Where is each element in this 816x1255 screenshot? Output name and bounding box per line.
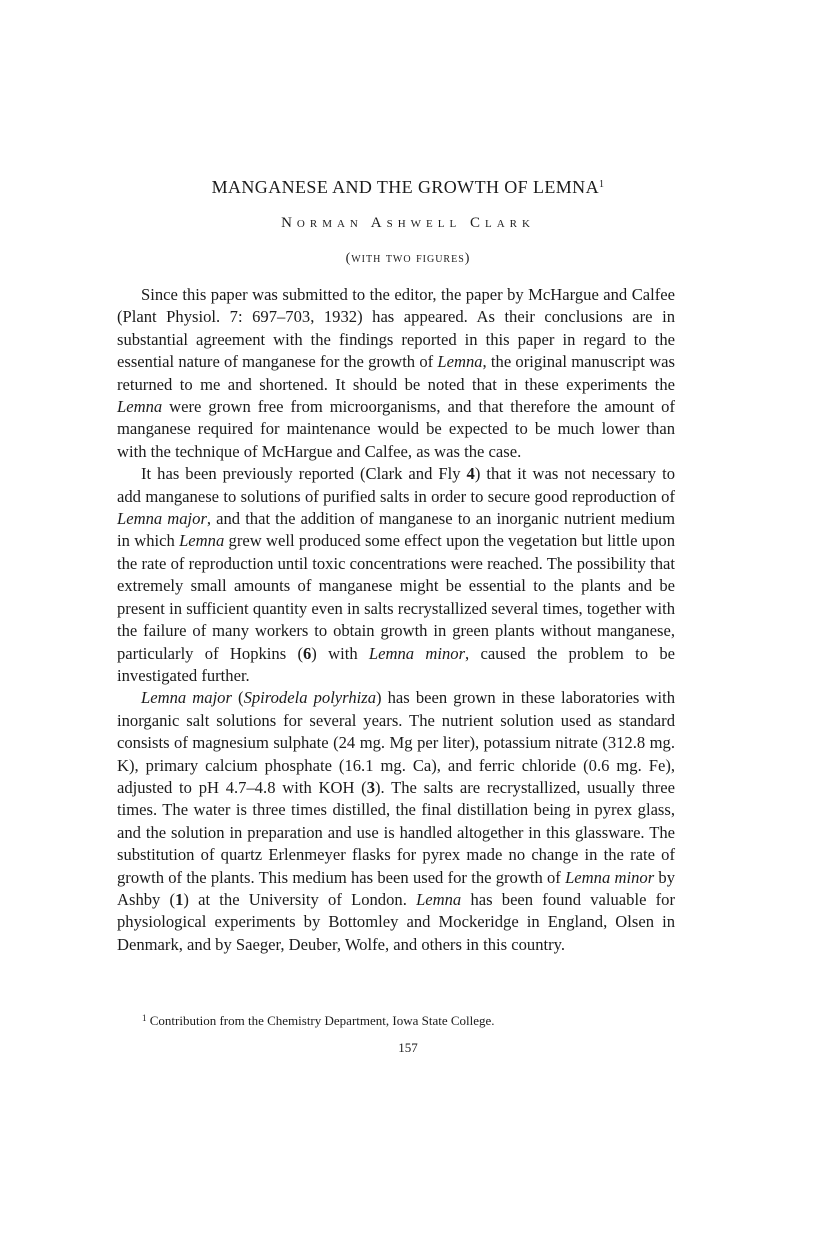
footnote	[142, 1013, 682, 1029]
footnote-text: Contribution from the Chemistry Department, Iowa State College.	[146, 1013, 495, 1028]
article-body	[117, 284, 675, 956]
page-number: 157	[398, 1040, 418, 1055]
footnote-mark: 1	[142, 1013, 147, 1023]
paragraph-3: Lemna major (Spirodela polyrhiza) has been grown in these laboratories with inorganic salt solutions for several years. The nutrient solution used as standard consists of magnesium sulphate (24 mg. Mg per liter), potassium nitrate (312.8 mg. K), primary calcium phosphate (16.1 mg. Ca), and ferric chloride (0.6 mg. Fe), adjusted to pH 4.7–4.8 with KOH (3). The salts are recrystallized, usually three times. The water is three times distilled, the final distillation being in pyrex glass, and the solution in preparation and use is handled altogether in this glassware. The substitution of quartz Erlenmeyer flasks for pyrex made no change in the rate of growth of the plants. This medium has been used for the growth of Lemna minor by Ashby (1) at the University of London. Lemna has been found valuable for physiological experiments by Bottomley and Mockeridge in England, Olsen in Denmark, and by Saeger, Deuber, Wolfe, and others in this country.	[117, 688, 676, 954]
paragraph-2: It has been previously reported (Clark and Fly 4) that it was not necessary to add manganese to solutions of purified salts in order to secure good reproduction of Lemna major, and that the addition of manganese to an inorganic nutrient medium in which Lemna grew well produced some effect upon the vegetation but little upon the rate of reproduction until toxic concentrations were reached. The possibility that extremely small amounts of manganese might be essential to the plants and be present in sufficient quantity even in salts recrystallized several times, together with the failure of many workers to obtain growth in green plants without manganese, particularly of Hopkins (6) with Lemna minor, caused the problem to be investigated further.	[117, 464, 675, 685]
figures-note: (with two figures)	[345, 251, 471, 266]
paper-title: MANGANESE AND THE GROWTH OF LEMNA$^1$	[211, 177, 605, 197]
paragraph-1: Since this paper was submitted to the editor, the paper by McHargue and Calfee (Plant Physiol. 7: 697–703, 1932) has appeared. As their conclusions are in substantial agreement with the findings reported in this paper in regard to the essential nature of manganese for the growth of Lemna, the original manuscript was returned to me and shortened. It should be noted that in these experiments the Lemna were grown free from microorganisms, and that therefore the amount of manganese required for maintenance would be expected to be much lower than with the technique of McHargue and Calfee, as was the case.	[117, 285, 676, 461]
author-name: Norman Ashwell Clark	[281, 215, 535, 231]
title-footnote-mark: 1	[598, 179, 605, 190]
